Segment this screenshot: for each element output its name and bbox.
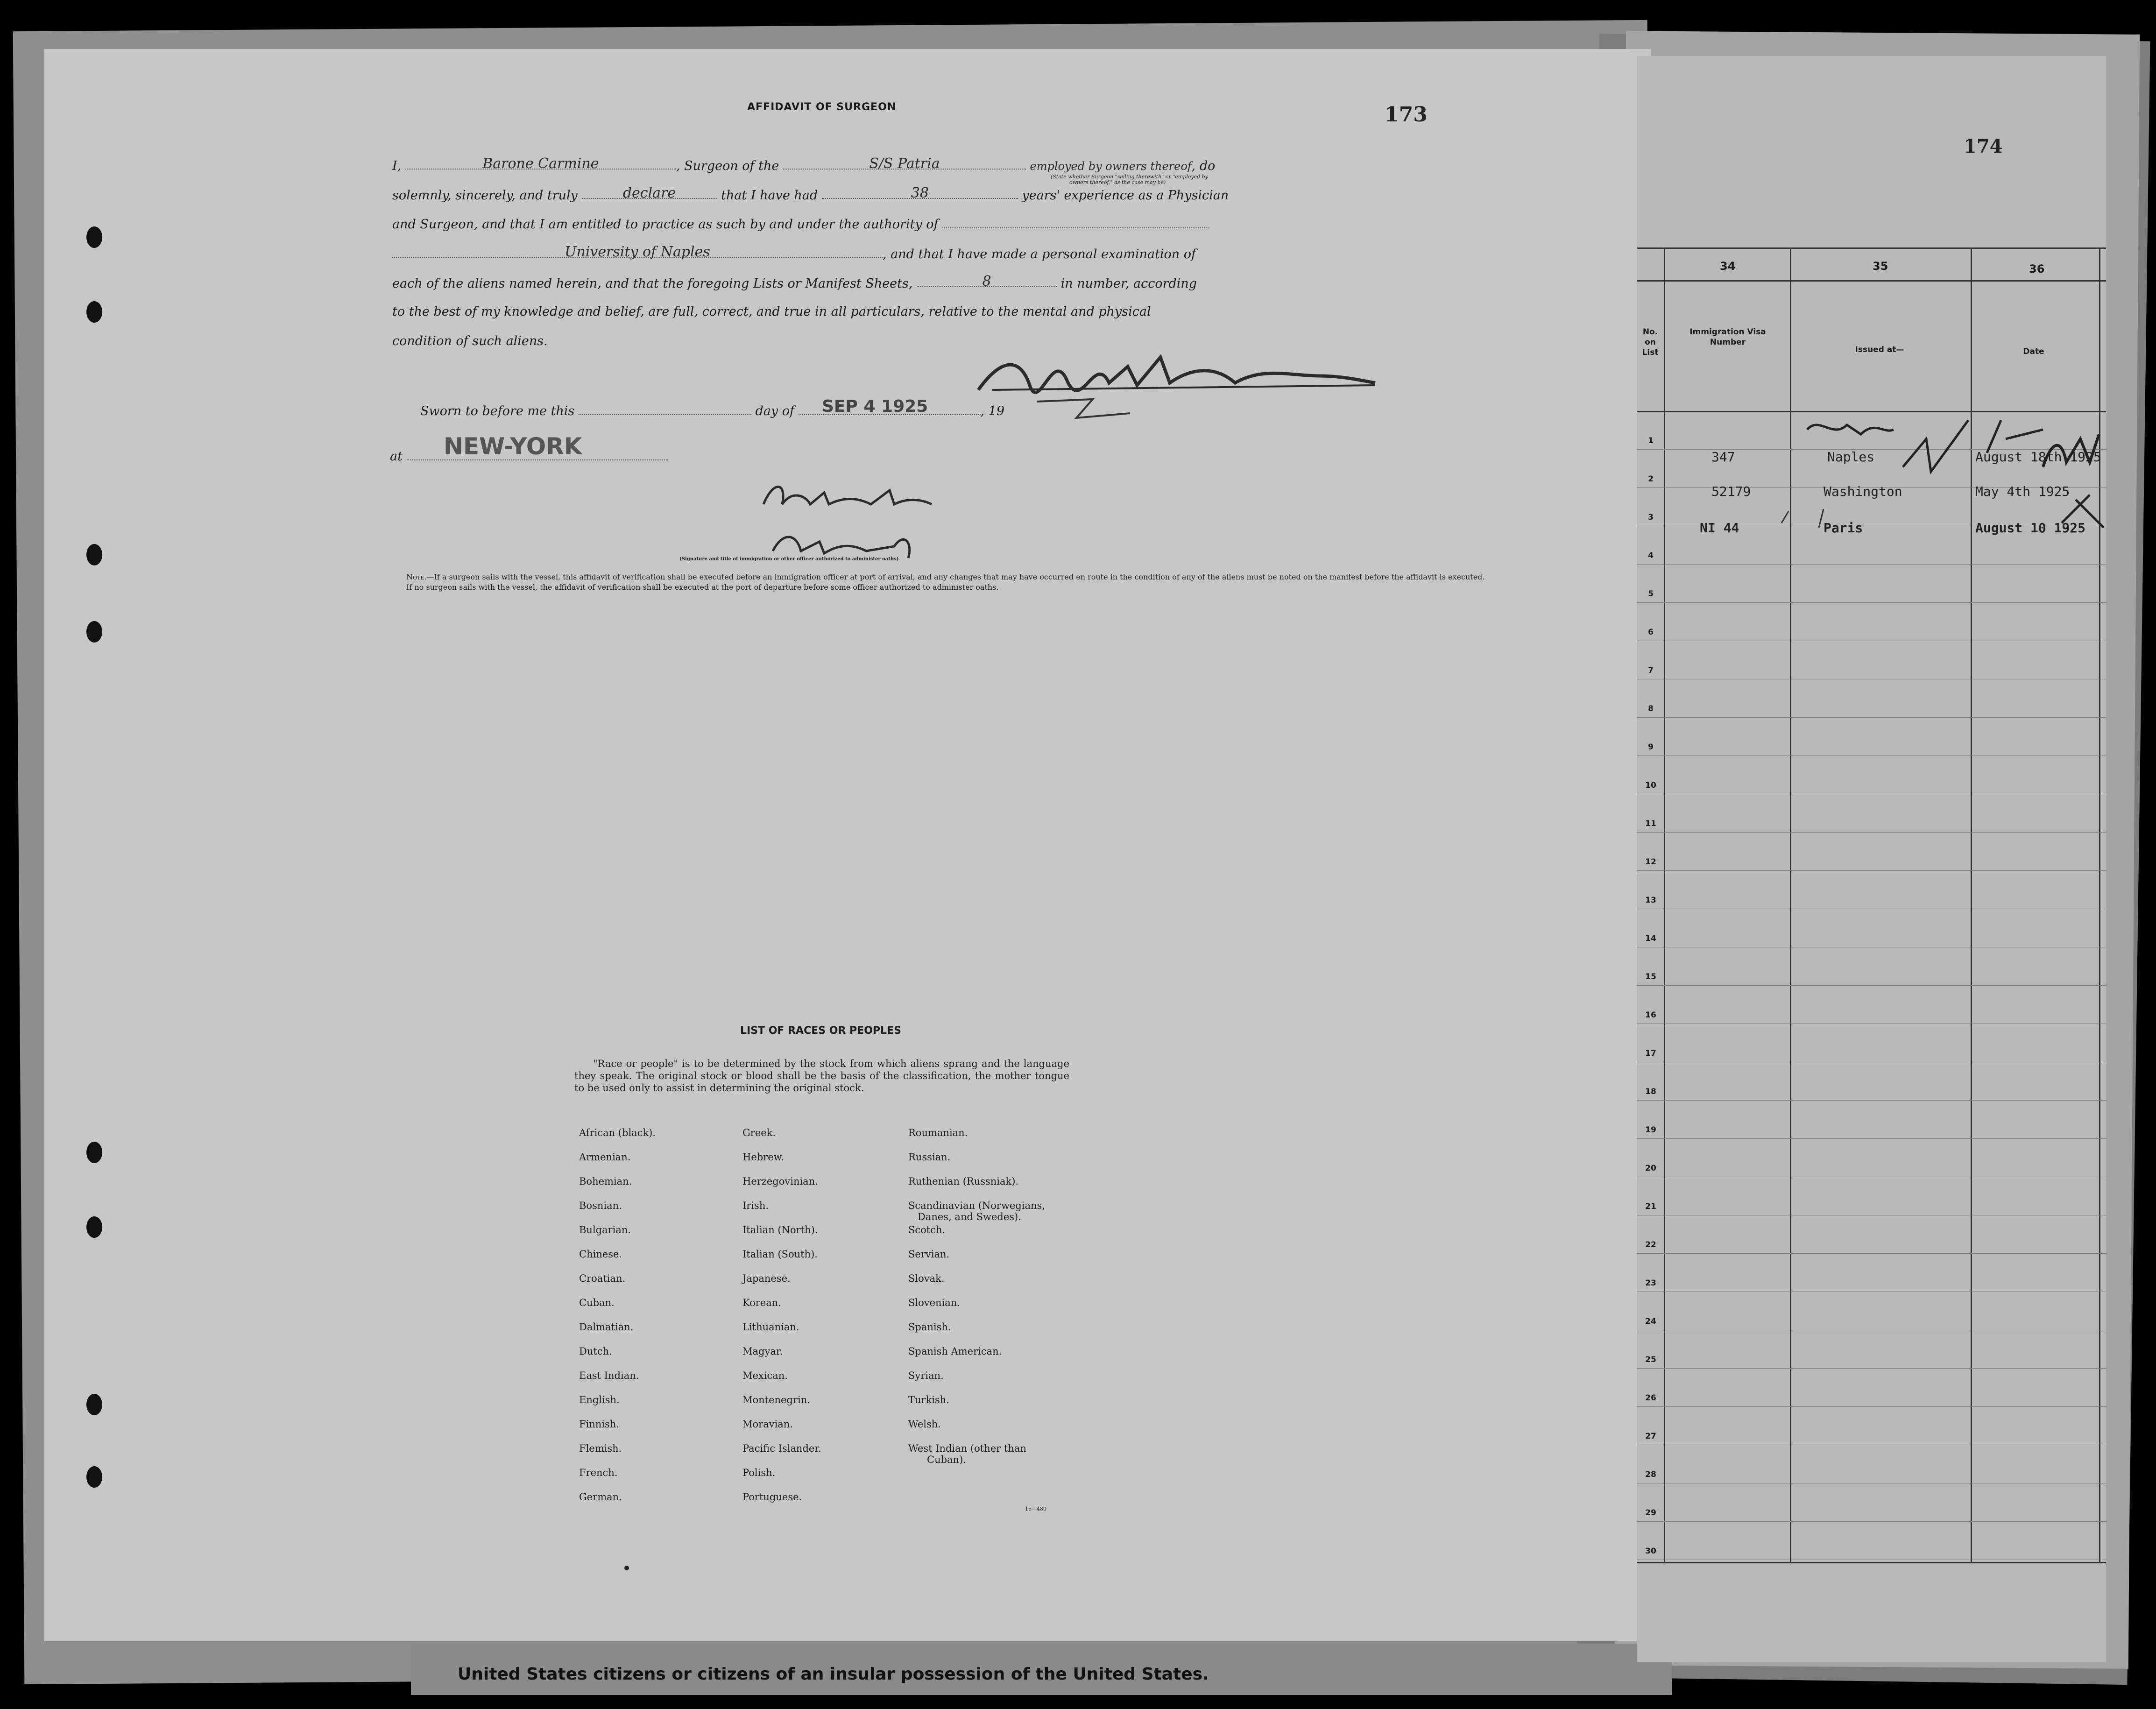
affidavit-line-1: I, Barone Carmine , Surgeon of the S/S Patria employed by owners thereof, do xyxy=(392,155,1216,173)
race-item: Scotch. xyxy=(908,1224,946,1236)
issued-cell: Paris xyxy=(1824,520,1863,536)
date-stamp: SEP 4 1925 xyxy=(822,397,928,416)
punch-hole xyxy=(86,1142,102,1163)
race-item: Moravian. xyxy=(742,1419,793,1430)
race-item: Lithuanian. xyxy=(742,1321,799,1333)
race-item: Servian. xyxy=(908,1249,950,1260)
punch-hole xyxy=(86,301,102,323)
date-cell: May 4th 1925 xyxy=(1975,484,2070,499)
races-column-3 xyxy=(908,1128,1045,1479)
visa-cell: 347 xyxy=(1711,449,1735,465)
race-item: Bosnian. xyxy=(579,1200,622,1211)
row-divider xyxy=(1637,985,2106,986)
row-divider xyxy=(1637,1138,2106,1139)
visa-cell: 52179 xyxy=(1711,484,1751,499)
races-column-1 xyxy=(579,1128,656,1516)
affidavit-line-4: University of Naples , and that I have made a personal examination of xyxy=(392,246,1196,261)
race-item: French. xyxy=(579,1467,618,1478)
race-item: East Indian. xyxy=(579,1370,639,1381)
race-item: African (black). xyxy=(579,1127,656,1138)
manifest-table xyxy=(1637,56,2106,1662)
row-number: 27 xyxy=(1645,1432,1656,1441)
years-experience: 38 xyxy=(911,185,929,201)
header-issued-at: Issued at— xyxy=(1855,345,1904,354)
column-number: 34 xyxy=(1720,260,1736,273)
row-number: 21 xyxy=(1645,1202,1656,1211)
page-number: 174 xyxy=(1964,135,2003,157)
row-number: 15 xyxy=(1645,972,1656,982)
authority-name: University of Naples xyxy=(565,244,710,260)
row-divider xyxy=(1637,602,2106,603)
affidavit-line-3: and Surgeon, and that I am entitled to practice as such by and under the authority of xyxy=(392,216,1209,232)
row-number: 6 xyxy=(1648,628,1654,637)
row-number: 25 xyxy=(1645,1355,1656,1364)
employed-by: employed by owners thereof xyxy=(1030,160,1192,173)
race-item: West Indian (other than xyxy=(908,1443,1026,1454)
surgeon-name: Barone Carmine xyxy=(482,155,599,172)
race-item: Irish. xyxy=(742,1200,769,1211)
row-number: 7 xyxy=(1648,666,1654,675)
punch-hole xyxy=(86,1216,102,1238)
race-item: Syrian. xyxy=(908,1370,944,1381)
row-number: 11 xyxy=(1645,819,1656,828)
race-item: Croatian. xyxy=(579,1273,626,1284)
date-cell: August 18th 1925 xyxy=(1975,449,2101,465)
race-item: Greek. xyxy=(742,1127,776,1138)
row-number: 10 xyxy=(1645,781,1656,790)
race-item: Slovak. xyxy=(908,1273,945,1284)
employment-note: (State whether Surgeon "sailing therewith" or "employed by owners thereof," as the case may be) xyxy=(1051,174,1208,185)
row-number: 4 xyxy=(1648,551,1654,560)
row-number: 29 xyxy=(1645,1508,1656,1518)
punch-hole xyxy=(86,226,102,248)
row-number: 12 xyxy=(1645,857,1656,867)
row-number: 17 xyxy=(1645,1049,1656,1058)
race-item: Finnish. xyxy=(579,1419,620,1430)
header-no-on-list: No. on List xyxy=(1642,327,1659,357)
row-number: 23 xyxy=(1645,1278,1656,1288)
race-item: Slovenian. xyxy=(908,1297,960,1308)
row-divider xyxy=(1637,1406,2106,1407)
race-item: Spanish American. xyxy=(908,1346,1002,1357)
at-line: at xyxy=(390,448,668,464)
visa-cell: NI 44 xyxy=(1700,520,1739,536)
row-number: 2 xyxy=(1648,474,1654,484)
affidavit-line-7: condition of such aliens. xyxy=(392,334,548,348)
row-divider xyxy=(1637,832,2106,833)
issued-cell: Washington xyxy=(1824,484,1902,499)
race-item: Cuban. xyxy=(579,1297,615,1308)
row-number: 22 xyxy=(1645,1240,1656,1250)
race-item: Bohemian. xyxy=(579,1176,632,1187)
race-item: Russian. xyxy=(908,1151,951,1163)
date-cell: August 10 1925 xyxy=(1975,520,2086,536)
column-number: 36 xyxy=(2029,262,2045,275)
place-stamp: NEW-YORK xyxy=(444,433,582,460)
page-number: 173 xyxy=(1385,103,1428,127)
race-item: Hebrew. xyxy=(742,1151,784,1163)
row-number: 30 xyxy=(1645,1547,1656,1556)
race-item: Italian (South). xyxy=(742,1249,818,1260)
race-item: Italian (North). xyxy=(742,1224,818,1236)
row-number: 8 xyxy=(1648,704,1654,713)
sheet-count: 8 xyxy=(982,273,991,290)
affidavit-note: Note.—If a surgeon sails with the vessel, this affidavit of verification shall be executed before an immigration officer at port of arrival, and any changes that may have occurred en route in the condition of any of the aliens must be noted on the manifest before the affidavit is executed. If no surgeon sails with the vessel, the affidavit of verification shall be executed at the port of departure before some officer authorized to administer oaths. xyxy=(406,572,1485,592)
affidavit-line-2: solemnly, sincerely, and truly declare that I have had 38 years' experience as a Physician xyxy=(392,185,1229,203)
affidavit-line-5: each of the aliens named herein, and that the foregoing Lists or Manifest Sheets, 8 in number, according xyxy=(392,273,1197,291)
row-number: 28 xyxy=(1645,1470,1656,1479)
race-item: Japanese. xyxy=(742,1273,791,1284)
row-number: 1 xyxy=(1648,436,1654,445)
row-number: 16 xyxy=(1645,1010,1656,1020)
race-item: Ruthenian (Russniak). xyxy=(908,1176,1019,1187)
row-number: 18 xyxy=(1645,1087,1656,1096)
header-visa-number: Immigration Visa Number xyxy=(1689,327,1766,347)
punch-hole xyxy=(86,621,102,643)
race-item: Armenian. xyxy=(579,1151,631,1163)
race-item: Bulgarian. xyxy=(579,1224,631,1236)
races-intro: "Race or people" is to be determined by the stock from which aliens sprang and the language they speak. The original stock or blood shall be the basis of the classification, the mother tongue to be used only to assist in determining the original stock. xyxy=(574,1058,1069,1094)
row-divider xyxy=(1637,1100,2106,1101)
officer-signature xyxy=(754,476,997,565)
punch-hole xyxy=(86,544,102,565)
race-item: Mexican. xyxy=(742,1370,788,1381)
race-item: Danes, and Swedes). xyxy=(918,1211,1021,1222)
row-number: 13 xyxy=(1645,896,1656,905)
race-item: Portuguese. xyxy=(742,1491,802,1503)
row-number: 5 xyxy=(1648,589,1654,599)
form-number: 16—480 xyxy=(1025,1506,1046,1512)
header-date: Date xyxy=(2023,347,2044,356)
race-item: Welsh. xyxy=(908,1419,941,1430)
ink-dot xyxy=(624,1566,629,1570)
race-item: Korean. xyxy=(742,1297,781,1308)
race-item: Flemish. xyxy=(579,1443,622,1454)
row-number: 9 xyxy=(1648,742,1654,752)
row-number: 3 xyxy=(1648,513,1654,522)
row-divider xyxy=(1637,1368,2106,1369)
signature-caption: (Signature and title of immigration or other officer authorized to administer oaths) xyxy=(679,557,899,562)
officer-mark xyxy=(1032,392,1139,425)
right-page xyxy=(1637,56,2106,1662)
left-page xyxy=(44,49,1651,1641)
race-item: German. xyxy=(579,1491,622,1503)
punch-hole xyxy=(86,1394,102,1415)
punch-hole xyxy=(86,1466,102,1488)
row-divider xyxy=(1637,717,2106,718)
affidavit-line-6: to the best of my knowledge and belief, are full, correct, and true in all particulars, relative to the mental and physical xyxy=(392,304,1151,319)
race-item: English. xyxy=(579,1394,620,1405)
row-number: 19 xyxy=(1645,1125,1656,1135)
affidavit-title: AFFIDAVIT OF SURGEON xyxy=(747,101,897,113)
row-number: 26 xyxy=(1645,1393,1656,1403)
row-divider xyxy=(1637,564,2106,565)
race-item: Cuban). xyxy=(927,1454,966,1465)
race-item: Scandinavian (Norwegians, xyxy=(908,1200,1046,1211)
row-divider xyxy=(1637,870,2106,871)
race-item: Chinese. xyxy=(579,1249,622,1260)
row-number: 24 xyxy=(1645,1317,1656,1326)
vessel-name: S/S Patria xyxy=(869,155,940,172)
race-item: Dalmatian. xyxy=(579,1321,634,1333)
declaration-word: declare xyxy=(622,185,676,201)
underlying-sheet-text: United States citizens or citizens of an insular possession of the United States. xyxy=(458,1665,1209,1684)
issued-cell: Naples xyxy=(1827,449,1875,465)
races-title: LIST OF RACES OR PEOPLES xyxy=(740,1025,901,1037)
row-number: 20 xyxy=(1645,1164,1656,1173)
race-item: Magyar. xyxy=(742,1346,783,1357)
race-item: Montenegrin. xyxy=(742,1394,810,1405)
handwritten-checkmarks xyxy=(1763,411,2108,532)
column-number: 35 xyxy=(1873,260,1888,273)
race-item: Herzegovinian. xyxy=(742,1176,818,1187)
row-divider xyxy=(1637,1521,2106,1522)
race-item: Roumanian. xyxy=(908,1127,968,1138)
race-item: Spanish. xyxy=(908,1321,951,1333)
races-column-2 xyxy=(742,1128,821,1516)
sworn-line: Sworn to before me this day of , 19 xyxy=(420,404,1005,418)
race-item: Turkish. xyxy=(908,1394,949,1405)
row-number: 14 xyxy=(1645,934,1656,943)
race-item: Dutch. xyxy=(579,1346,612,1357)
race-item: Polish. xyxy=(742,1467,776,1478)
row-divider xyxy=(1637,1253,2106,1254)
race-item: Pacific Islander. xyxy=(742,1443,821,1454)
